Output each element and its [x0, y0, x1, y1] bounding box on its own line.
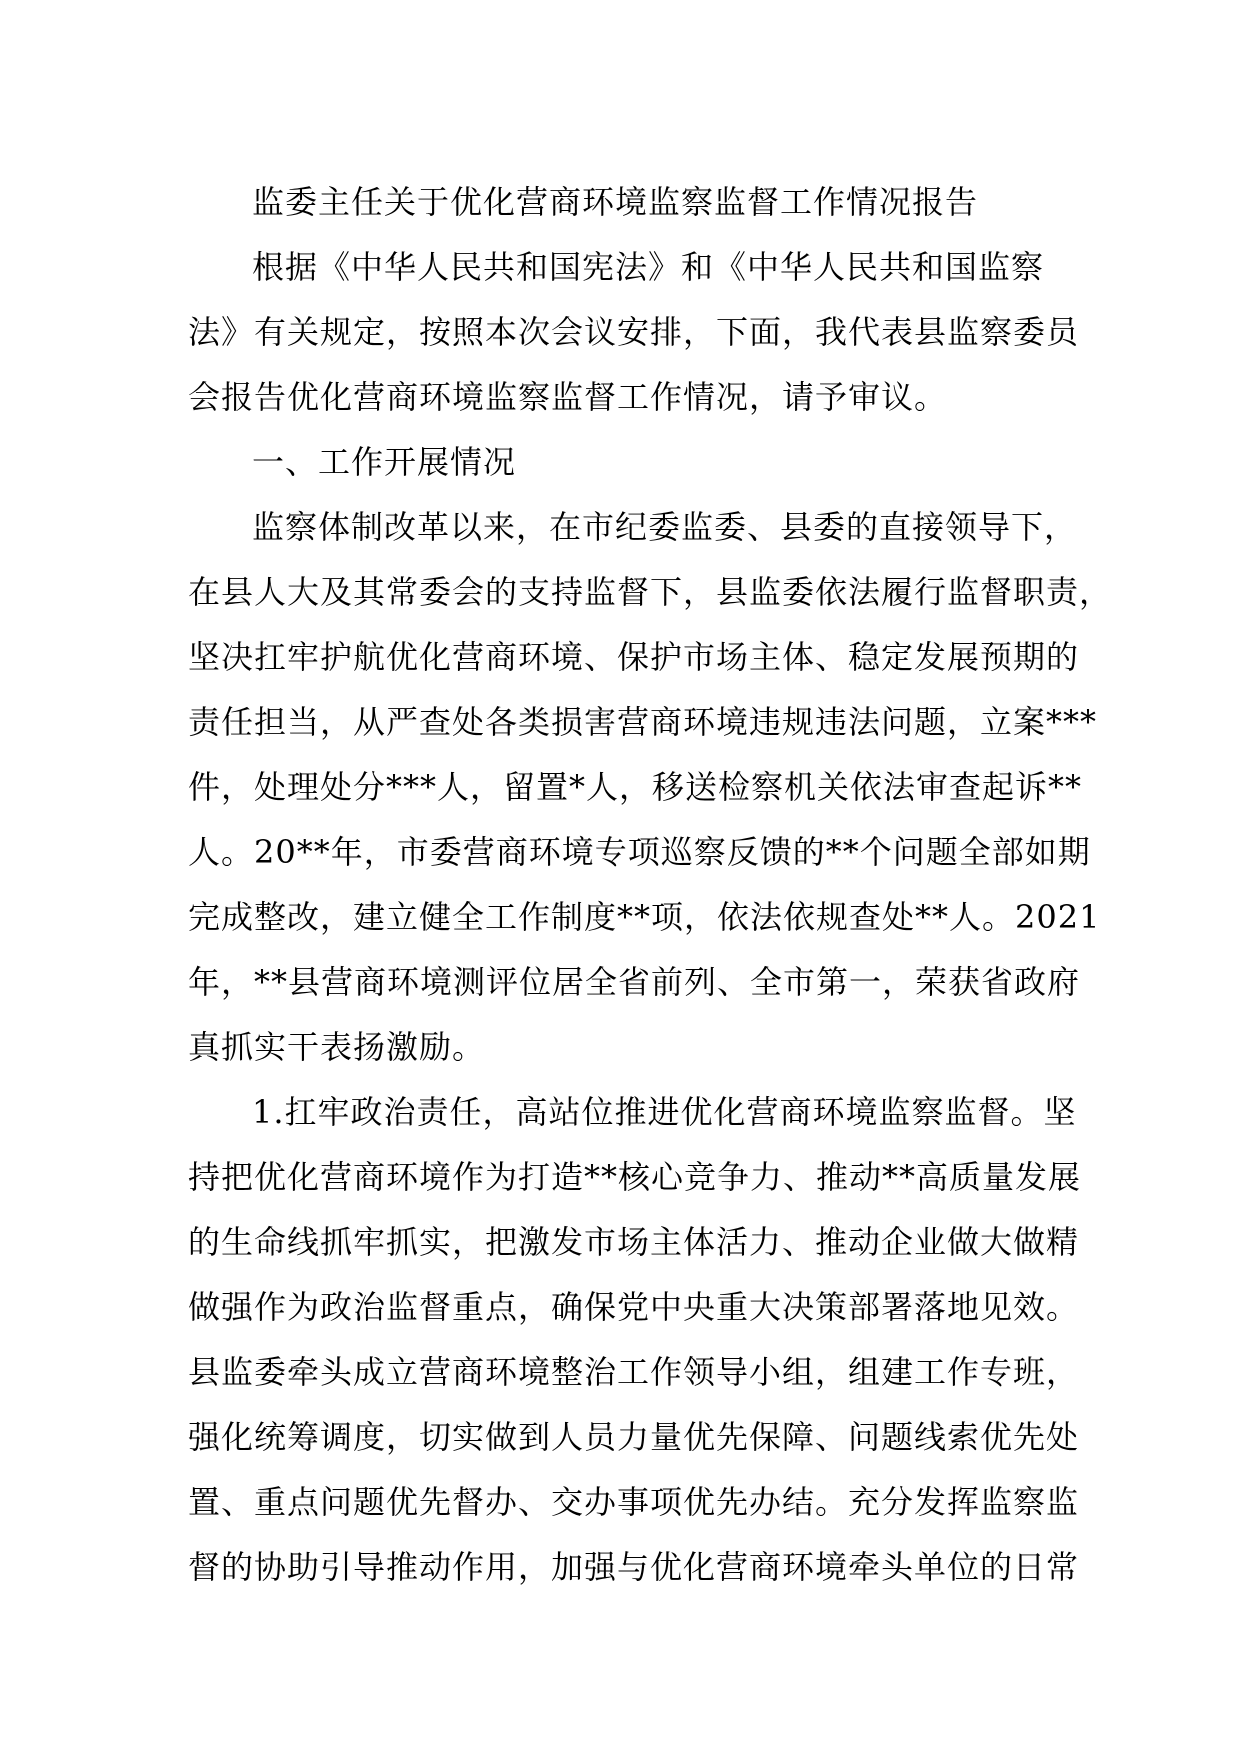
paragraph-line: 做强作为政治监督重点，确保党中央重大决策部署落地见效。 [188, 1288, 1080, 1326]
paragraph-line: 置、重点问题优先督办、交办事项优先办结。充分发挥监察监 [188, 1483, 1080, 1521]
paragraph-line: 的生命线抓牢抓实，把激发市场主体活力、推动企业做大做精 [188, 1223, 1080, 1261]
paragraph-line: 件，处理处分***人，留置*人，移送检察机关依法审查起诉** [188, 768, 1083, 806]
paragraph-line: 根据《中华人民共和国宪法》和《中华人民共和国监察 [252, 248, 1045, 286]
paragraph-line: 年，**县营商环境测评位居全省前列、全市第一，荣获省政府 [188, 963, 1081, 1001]
document-title: 监委主任关于优化营商环境监察监督工作情况报告 [252, 183, 979, 221]
paragraph-line: 人。20**年，市委营商环境专项巡察反馈的**个问题全部如期 [188, 833, 1091, 871]
paragraph-line: 持把优化营商环境作为打造**核心竞争力、推动**高质量发展 [188, 1158, 1082, 1196]
paragraph-line: 责任担当，从严查处各类损害营商环境违规违法问题，立案*** [188, 703, 1098, 741]
paragraph-line: 监察体制改革以来，在市纪委监委、县委的直接领导下， [252, 508, 1078, 546]
paragraph-line: 在县人大及其常委会的支持监督下，县监委依法履行监督职责， [188, 573, 1113, 611]
paragraph-line: 会报告优化营商环境监察监督工作情况，请予审议。 [188, 378, 948, 416]
paragraph-line: 坚决扛牢护航优化营商环境、保护市场主体、稳定发展预期的 [188, 638, 1080, 676]
paragraph-line: 真抓实干表扬激励。 [188, 1028, 486, 1066]
section-heading: 一、工作开展情况 [252, 443, 517, 481]
paragraph-line: 完成整改，建立健全工作制度**项，依法依规查处**人。2021 [188, 898, 1101, 936]
paragraph-line: 法》有关规定，按照本次会议安排，下面，我代表县监察委员 [188, 313, 1080, 351]
paragraph-line: 督的协助引导推动作用，加强与优化营商环境牵头单位的日常 [188, 1548, 1080, 1586]
paragraph-line: 县监委牵头成立营商环境整治工作领导小组，组建工作专班， [188, 1353, 1080, 1391]
document-body [188, 170, 1113, 1600]
paragraph-line: 1.扛牢政治责任，高站位推进优化营商环境监察监督。坚 [252, 1093, 1077, 1131]
paragraph-line: 强化统筹调度，切实做到人员力量优先保障、问题线索优先处 [188, 1418, 1080, 1456]
